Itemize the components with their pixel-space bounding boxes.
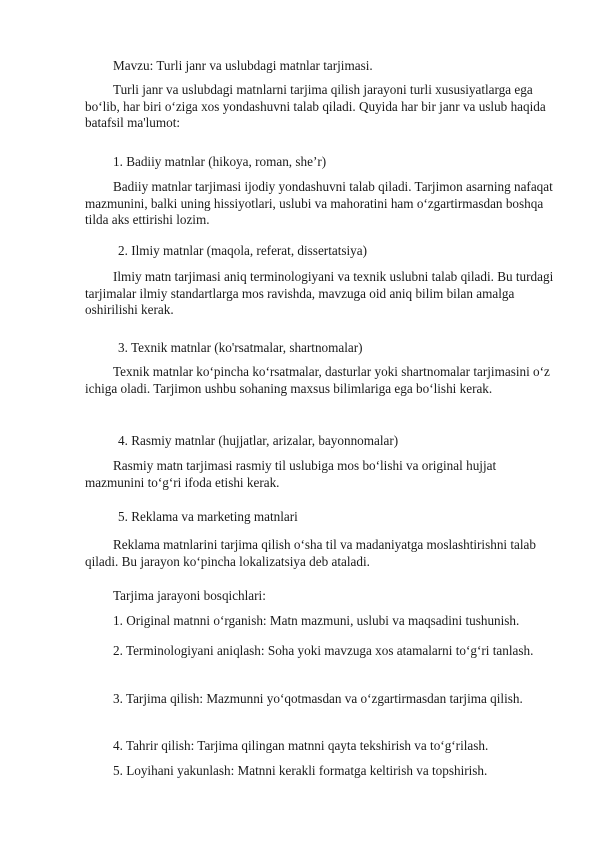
genre-text-1: Badiiy matnlar tarjimasi ijodiy yondashuvni talab qiladi. Tarjimon asarning nafaqat mazmunini, balki uning hissiyotlari, uslubi va mahoratini ham o‘zgartirmasdan boshqa tilda aks ettirishi lozim.: [85, 179, 553, 227]
genre-heading-5: 5. Reklama va marketing matnlari: [118, 509, 298, 524]
genre-heading-2: 2. Ilmiy matnlar (maqola, referat, dissertatsiya): [118, 243, 368, 258]
genre-text-2: Ilmiy matn tarjimasi aniq terminologiyani va texnik uslubni talab qiladi. Bu turdagi tarjimalar ilmiy standartlarga mos ravishda, mavzuga oid aniq bilim bilan amalga oshirilishi kerak.: [85, 269, 554, 317]
genre-text-4: Rasmiy matn tarjimasi rasmiy til uslubiga mos bo‘lishi va original hujjat mazmunini to‘g‘ri ifoda etishi kerak.: [85, 458, 497, 490]
stage-item-2: 2. Terminologiyani aniqlash: Soha yoki mavzuga xos atamalarni to‘g‘ri tanlash.: [113, 643, 534, 658]
stage-item-1: 1. Original matnni o‘rganish: Matn mazmuni, uslubi va maqsadini tushunish.: [113, 613, 520, 628]
stage-item-4: 4. Tahrir qilish: Tarjima qilingan matnni qayta tekshirish va to‘g‘rilash.: [113, 738, 489, 753]
topic-line: Mavzu: Turli janr va uslubdagi matnlar tarjimasi.: [113, 58, 373, 73]
intro-paragraph: Turli janr va uslubdagi matnlarni tarjima qilish jarayoni turli xususiyatlarga ega bo‘lib, har biri o‘ziga xos yondashuvni talab qiladi. Quyida har bir janr va uslub haqida batafsil ma'lumot:: [85, 82, 546, 130]
stage-item-3: 3. Tarjima qilish: Mazmunni yo‘qotmasdan va o‘zgartirmasdan tarjima qilish.: [113, 691, 523, 706]
genre-text-5: Reklama matnlarini tarjima qilish o‘sha til va madaniyatga moslashtirishni talab qiladi. Bu jarayon ko‘pincha lokalizatsiya deb ataladi.: [85, 537, 536, 569]
stages-title: Tarjima jarayoni bosqichlari:: [113, 588, 266, 603]
genre-heading-4: 4. Rasmiy matnlar (hujjatlar, arizalar, bayonnomalar): [118, 433, 399, 448]
stage-item-5: 5. Loyihani yakunlash: Matnni kerakli formatga keltirish va topshirish.: [113, 763, 488, 778]
genre-heading-3: 3. Texnik matnlar (ko'rsatmalar, shartnomalar): [118, 340, 363, 355]
genre-text-3: Texnik matnlar ko‘pincha ko‘rsatmalar, dasturlar yoki shartnomalar tarjimasini o‘z ichiga oladi. Tarjimon ushbu sohaning maxsus bilimlariga ega bo‘lishi kerak.: [85, 364, 550, 396]
genre-heading-1: 1. Badiiy matnlar (hikoya, roman, she’r): [113, 154, 327, 169]
